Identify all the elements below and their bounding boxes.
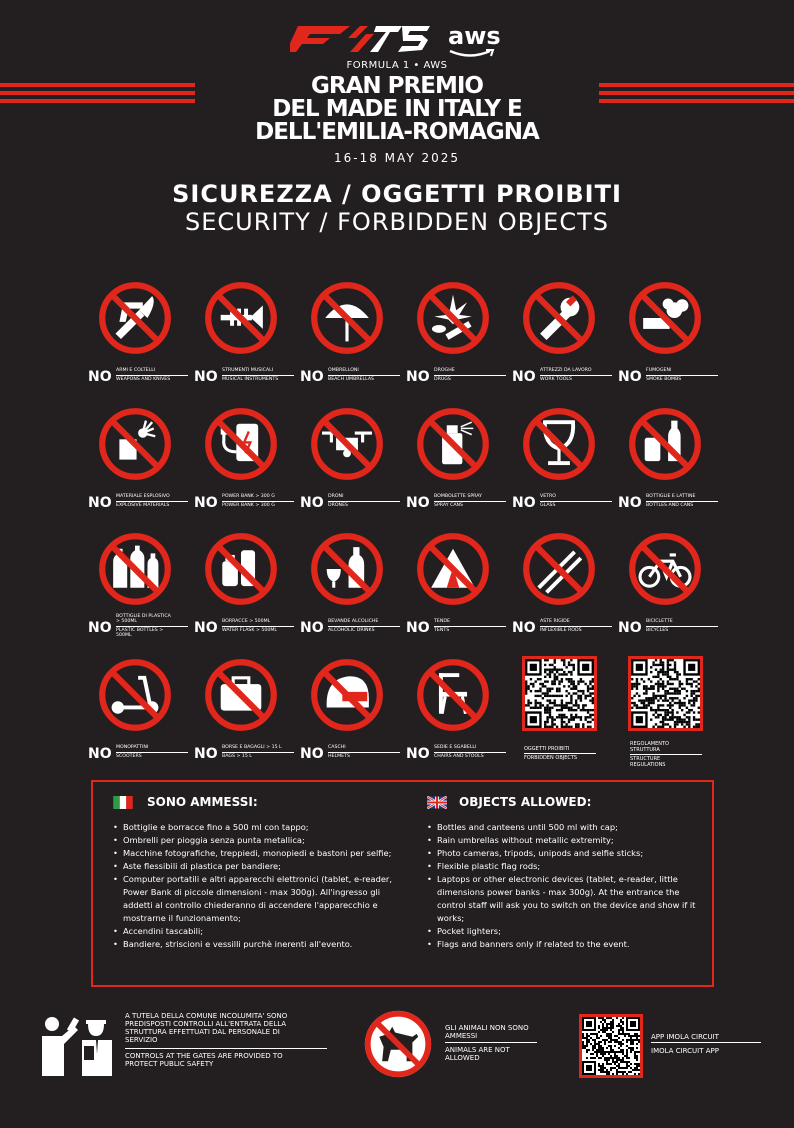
qr-label-en: STRUCTURE REGULATIONS — [630, 756, 666, 768]
forbidden-label-divider — [116, 501, 188, 502]
plastic-bottles-icon — [96, 530, 174, 608]
chair-icon — [414, 656, 492, 734]
qr-code-forbidden-objects[interactable] — [522, 656, 597, 731]
forbidden-item-label — [618, 494, 738, 524]
drugs-icon — [414, 279, 492, 357]
forbidden-item-label — [512, 368, 632, 398]
no-animals-sign — [362, 1008, 434, 1080]
explosive-icon — [96, 405, 174, 483]
forbidden-item-label — [194, 745, 314, 775]
no-label: NO — [406, 746, 430, 762]
knife-icon — [96, 279, 174, 357]
forbidden-label-it: MONOPATTINI — [116, 745, 149, 750]
no-label: NO — [300, 620, 324, 636]
forbidden-item-label — [194, 619, 314, 649]
forbidden-label-divider — [328, 501, 400, 502]
page-title-italian: SICUREZZA / OGGETTI PROIBITI — [172, 180, 622, 208]
forbidden-label-divider — [328, 752, 400, 753]
allowed-item: • Photo cameras, tripods, unipods and selfie sticks; — [427, 847, 702, 860]
rigid-poles-icon — [520, 530, 598, 608]
forbidden-label-divider — [540, 626, 612, 627]
forbidden-item — [300, 530, 406, 655]
forbidden-item — [300, 656, 406, 781]
forbidden-item-label — [512, 619, 632, 649]
forbidden-item-label — [194, 494, 314, 524]
forbidden-label-divider — [222, 626, 294, 627]
app-label-italian: APP IMOLA CIRCUIT — [651, 1033, 719, 1041]
alcohol-icon — [308, 530, 386, 608]
forbidden-label-divider — [434, 501, 506, 502]
grand-prix-title — [0, 75, 794, 144]
f1-75-logo-icon — [290, 22, 435, 54]
forbidden-item — [512, 530, 618, 655]
page-title-english: SECURITY / FORBIDDEN OBJECTS — [184, 208, 609, 236]
forbidden-item — [618, 405, 724, 530]
no-label: NO — [618, 369, 642, 385]
forbidden-label-divider — [434, 375, 506, 376]
forbidden-item-label — [300, 619, 420, 649]
forbidden-item — [88, 530, 194, 655]
forbidden-label-en: WORK TOOLS — [540, 377, 572, 382]
forbidden-label-it: DROGHE — [434, 368, 455, 373]
forbidden-item — [88, 656, 194, 781]
wrench-icon — [520, 279, 598, 357]
forbidden-label-divider — [646, 375, 718, 376]
no-label: NO — [88, 746, 112, 762]
forbidden-item-label — [406, 494, 526, 524]
forbidden-label-it: VETRO — [540, 494, 556, 499]
no-label: NO — [194, 495, 218, 511]
spray-can-icon — [414, 405, 492, 483]
gp-line: DEL MADE IN ITALY E — [272, 96, 522, 122]
allowed-item: • Bottiglie e borracce fino a 500 ml con tappo; — [113, 821, 403, 834]
drone-icon — [308, 405, 386, 483]
allowed-objects-box — [91, 780, 714, 987]
forbidden-label-it: BOTTIGLIE E LATTINE — [646, 494, 696, 499]
forbidden-item — [194, 530, 300, 655]
forbidden-item — [618, 530, 724, 655]
formula-line: FORMULA 1 • AWS — [346, 60, 448, 71]
forbidden-label-divider — [222, 375, 294, 376]
qr-label-divider — [524, 753, 596, 754]
qr-code-structure-regulations[interactable] — [628, 656, 703, 731]
no-label: NO — [406, 495, 430, 511]
gp-line: DELL'EMILIA-ROMAGNA — [255, 119, 539, 145]
allowed-item: • Flexible plastic flag rods; — [427, 860, 702, 873]
safety-note-italian: A TUTELA DELLA COMUNE INCOLUMITA' SONO PREDISPOSTI CONTROLLI ALL'ENTRATA DELLA STRUTTURA EFFETTUATI DAL PERSONALE DI SERVIZIO — [125, 1012, 288, 1044]
forbidden-label-divider — [540, 375, 612, 376]
no-label: NO — [300, 746, 324, 762]
forbidden-item-label — [406, 619, 526, 649]
forbidden-label-en: INFLEXIBLE RODS — [540, 628, 582, 633]
forbidden-item-label — [88, 745, 208, 775]
qr-label-divider — [630, 754, 702, 755]
qr-label-forbidden — [524, 746, 604, 761]
umbrella-icon — [308, 279, 386, 357]
no-label: NO — [512, 495, 536, 511]
no-label: NO — [300, 495, 324, 511]
forbidden-label-it: POWER BANK > 300 G — [222, 494, 275, 499]
forbidden-label-it: MATERIALE ESPLOSIVO — [116, 494, 170, 499]
no-label: NO — [300, 369, 324, 385]
forbidden-label-en: PLASTIC BOTTLES > 500ML — [116, 628, 164, 639]
no-label: NO — [406, 620, 430, 636]
forbidden-label-it: SEDIE E SGABELLI — [434, 745, 477, 750]
forbidden-label-it: OMBRELLONI — [328, 368, 359, 373]
allowed-item: • Accendini tascabili; — [113, 925, 403, 938]
forbidden-label-en: EXPLOSIVE MATERIALS — [116, 503, 170, 508]
forbidden-label-en: BICYCLES — [646, 628, 669, 633]
forbidden-label-it: DRONI — [328, 494, 344, 499]
uk-flag-icon — [427, 796, 447, 809]
qr-code-imola-app[interactable] — [579, 1014, 643, 1078]
security-staff-icon — [40, 1014, 114, 1076]
forbidden-label-en: SCOOTERS — [116, 754, 142, 759]
scooter-icon — [96, 656, 174, 734]
app-divider — [651, 1042, 761, 1043]
forbidden-item-label — [406, 745, 526, 775]
bag-icon — [202, 656, 280, 734]
forbidden-item — [194, 405, 300, 530]
allowed-item: • Ombrelli per pioggia senza punta metallica; — [113, 834, 403, 847]
forbidden-item — [512, 279, 618, 404]
helmet-icon — [308, 656, 386, 734]
tent-icon — [414, 530, 492, 608]
forbidden-label-divider — [116, 375, 188, 376]
forbidden-label-it: BOTTIGLIE DI PLASTICA > 500ML — [116, 614, 171, 625]
forbidden-item — [300, 279, 406, 404]
allowed-item: • Flags and banners only if related to the event. — [427, 938, 702, 951]
safety-divider — [125, 1048, 327, 1049]
forbidden-label-en: TENTS — [434, 628, 450, 633]
forbidden-item — [406, 656, 512, 781]
forbidden-item — [406, 405, 512, 530]
italy-flag-icon — [113, 796, 133, 809]
forbidden-label-divider — [116, 626, 188, 627]
allowed-list-italian — [113, 821, 403, 951]
forbidden-label-divider — [434, 752, 506, 753]
forbidden-item — [512, 405, 618, 530]
forbidden-label-divider — [434, 626, 506, 627]
no-label: NO — [194, 369, 218, 385]
forbidden-label-en: SPRAY CANS — [434, 503, 464, 508]
forbidden-item-label — [88, 614, 208, 649]
forbidden-item-label — [618, 368, 738, 398]
forbidden-label-it: TENDE — [434, 619, 450, 624]
no-label: NO — [194, 746, 218, 762]
safety-note-english: CONTROLS AT THE GATES ARE PROVIDED TO PROTECT PUBLIC SAFETY — [125, 1052, 283, 1068]
forbidden-item — [88, 279, 194, 404]
forbidden-label-it: CASCHI — [328, 745, 346, 750]
forbidden-item-label — [88, 368, 208, 398]
allowed-list-english — [427, 821, 702, 951]
forbidden-label-divider — [646, 501, 718, 502]
forbidden-label-en: MUSICAL INSTRUMENTS — [222, 377, 279, 382]
qr-label-regulations — [630, 741, 704, 768]
allowed-title-english: OBJECTS ALLOWED: — [459, 795, 592, 809]
forbidden-item-label — [512, 494, 632, 524]
forbidden-item — [618, 279, 724, 404]
forbidden-label-en: BAGS > 15 L — [222, 754, 252, 759]
gp-line: GRAN PREMIO — [311, 73, 483, 99]
forbidden-label-en: CHAIRS AND STOOLS — [434, 754, 484, 759]
forbidden-label-divider — [222, 501, 294, 502]
trumpet-icon — [202, 279, 280, 357]
forbidden-item — [194, 656, 300, 781]
forbidden-item-label — [300, 745, 420, 775]
forbidden-label-en: BOTTLES AND CANS — [646, 503, 694, 508]
no-label: NO — [88, 495, 112, 511]
forbidden-label-divider — [328, 375, 400, 376]
glass-icon — [520, 405, 598, 483]
forbidden-label-en: ALCOHOLIC DRINKS — [328, 628, 375, 633]
no-label: NO — [406, 369, 430, 385]
forbidden-item-label — [194, 368, 314, 398]
no-label: NO — [194, 620, 218, 636]
allowed-item: • Computer portatili e altri apparecchi elettronici (tablet, e-reader, Power Bank di piccole dimensioni - max 300g). All'ingresso gli addetti al controllo chiederanno di accendere l'apparecchio e mostrarne il funzionamento; — [113, 873, 403, 925]
animals-note-italian: GLI ANIMALI NON SONO AMMESSI — [445, 1024, 529, 1040]
forbidden-item-label — [406, 368, 526, 398]
allowed-item: • Macchine fotografiche, treppiedi, monopiedi e bastoni per selfie; — [113, 847, 403, 860]
qr-label-it: OGGETTI PROIBITI — [524, 746, 570, 752]
no-label: NO — [88, 620, 112, 636]
no-label: NO — [512, 620, 536, 636]
forbidden-item — [194, 279, 300, 404]
forbidden-label-divider — [116, 752, 188, 753]
forbidden-item — [406, 279, 512, 404]
animals-note-english: ANIMALS ARE NOT ALLOWED — [445, 1046, 510, 1062]
qr-label-it: REGOLAMENTO STRUTTURA — [630, 741, 669, 753]
bottle-can-icon — [626, 405, 704, 483]
forbidden-label-divider — [540, 501, 612, 502]
aws-smile-icon — [448, 48, 498, 60]
forbidden-item — [300, 405, 406, 530]
qr-label-en: FORBIDDEN OBJECTS — [524, 755, 578, 761]
forbidden-label-it: ASTE RIGIDE — [540, 619, 570, 624]
forbidden-item-label — [300, 368, 420, 398]
forbidden-item-label — [88, 494, 208, 524]
flask-icon — [202, 530, 280, 608]
no-label: NO — [512, 369, 536, 385]
bicycle-icon — [626, 530, 704, 608]
allowed-item: • Rain umbrellas without metallic extremity; — [427, 834, 702, 847]
no-label: NO — [88, 369, 112, 385]
allowed-item: • Laptops or other electronic devices (tablet, e-reader, little dimensions power banks - max 300g). At the entrance the control staff will ask you to switch on the device and show if it works; — [427, 873, 702, 925]
forbidden-label-it: BEVANDE ALCOLICHE — [328, 619, 379, 624]
app-label-english: IMOLA CIRCUIT APP — [651, 1047, 719, 1055]
forbidden-label-en: WATER FLASK > 500ML — [222, 628, 277, 633]
allowed-item: • Bandiere, striscioni e vessilli purchè inerenti all'evento. — [113, 938, 403, 951]
forbidden-label-en: SMOKE BOMBS — [646, 377, 682, 382]
forbidden-label-it: BORSE E BAGAGLI > 15 L — [222, 745, 282, 750]
forbidden-label-en: POWER BANK > 300 G — [222, 503, 275, 508]
forbidden-label-en: WEAPONS AND KNIVES — [116, 377, 171, 382]
forbidden-item — [406, 530, 512, 655]
forbidden-item — [88, 405, 194, 530]
allowed-item: • Bottles and canteens until 500 ml with cap; — [427, 821, 702, 834]
forbidden-item-label — [618, 619, 738, 649]
forbidden-label-it: STRUMENTI MUSICALI — [222, 368, 274, 373]
forbidden-label-divider — [222, 752, 294, 753]
forbidden-label-it: BICICLETTE — [646, 619, 673, 624]
forbidden-label-divider — [328, 626, 400, 627]
allowed-item: • Pocket lighters; — [427, 925, 702, 938]
power-bank-icon — [202, 405, 280, 483]
forbidden-item-label — [300, 494, 420, 524]
allowed-title-italian: SONO AMMESSI: — [147, 795, 258, 809]
no-label: NO — [618, 495, 642, 511]
forbidden-label-en: HELMETS — [328, 754, 350, 759]
forbidden-label-it: BOMBOLETTE SPRAY — [434, 494, 482, 499]
forbidden-label-it: FUMOGENI — [646, 368, 672, 373]
event-dates: 16-18 MAY 2025 — [334, 151, 460, 165]
forbidden-label-en: GLASS — [540, 503, 556, 508]
forbidden-label-en: DRUGS — [434, 377, 451, 382]
forbidden-label-divider — [646, 626, 718, 627]
smoke-bomb-icon — [626, 279, 704, 357]
no-label: NO — [618, 620, 642, 636]
event-logo — [290, 22, 505, 62]
forbidden-label-en: DRONES — [328, 503, 348, 508]
forbidden-label-it: ATTREZZI DA LAVORO — [540, 368, 592, 373]
forbidden-label-it: BORRACCE > 500ML — [222, 619, 271, 624]
forbidden-label-en: BEACH UMBRELLAS — [328, 377, 375, 382]
aws-logo: aws — [448, 22, 501, 50]
forbidden-label-it: ARMI E COLTELLI — [116, 368, 156, 373]
animals-divider — [445, 1042, 537, 1043]
allowed-item: • Aste flessibili di plastica per bandiere; — [113, 860, 403, 873]
